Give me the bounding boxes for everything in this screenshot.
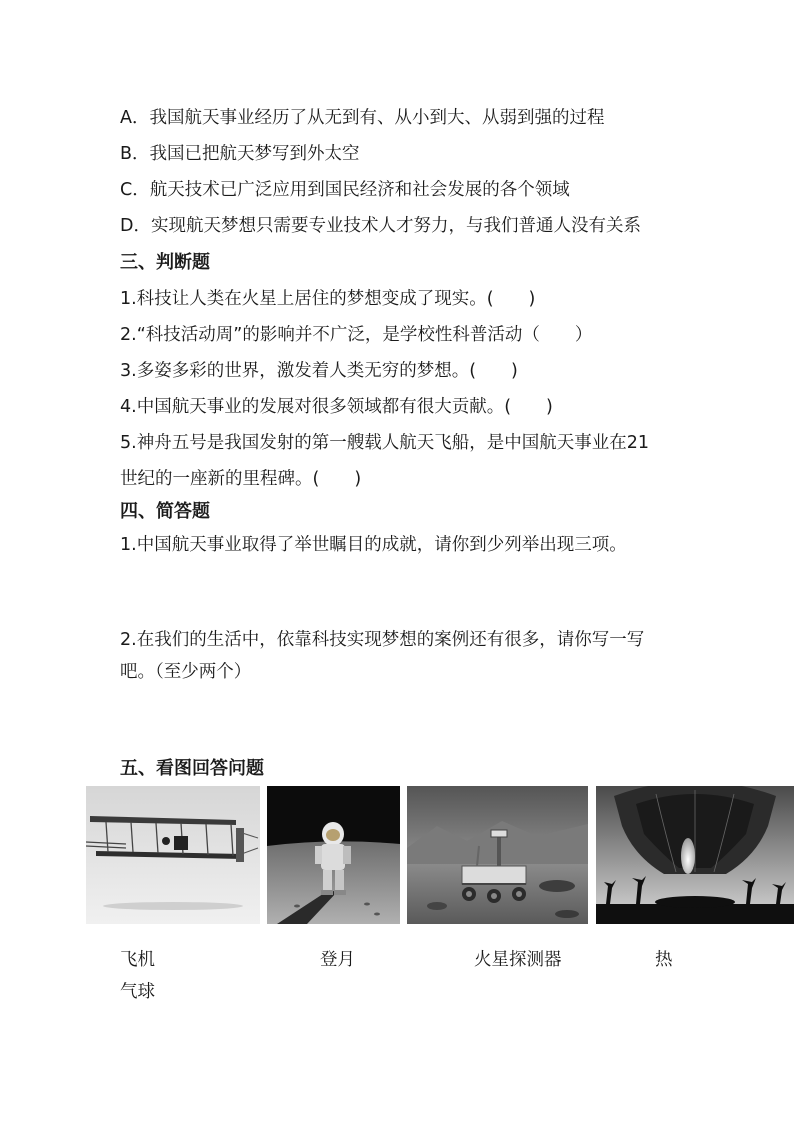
caption-balloon-part1: 热 xyxy=(655,950,673,970)
short-answer-2: 2.在我们的生活中，依靠科技实现梦想的案例还有很多，请你写一写 xyxy=(120,630,645,650)
hot-air-balloon-icon xyxy=(596,786,794,924)
section-4-title: 四、简答题 xyxy=(120,501,210,522)
judge-item-2: 2.“科技活动周”的影响并不广泛，是学校性科普活动（ ） xyxy=(120,325,593,345)
short-answer-2-cont: 吧。（至少两个） xyxy=(120,662,252,682)
option-b: B．我国已把航天梦写到外太空 xyxy=(120,144,360,164)
section-3-title: 三、判断题 xyxy=(120,252,210,273)
airplane-icon xyxy=(86,786,260,924)
caption-plane: 飞机 xyxy=(120,950,155,970)
short-answer-1: 1.中国航天事业取得了举世瞩目的成就，请你到少列举出现三项。 xyxy=(120,535,627,555)
caption-balloon-part2: 气球 xyxy=(120,982,155,1002)
judge-item-4: 4.中国航天事业的发展对很多领域都有很大贡献。( ) xyxy=(120,397,553,417)
mars-rover-image xyxy=(407,786,588,924)
moon-landing-image xyxy=(267,786,400,924)
astronaut-icon xyxy=(267,786,400,924)
option-d: D．实现航天梦想只需要专业技术人才努力，与我们普通人没有关系 xyxy=(120,216,641,236)
section-5-title: 五、看图回答问题 xyxy=(120,758,264,779)
judge-item-1: 1.科技让人类在火星上居住的梦想变成了现实。( ) xyxy=(120,289,536,309)
caption-moon: 登月 xyxy=(320,950,355,970)
judge-item-5-cont: 世纪的一座新的里程碑。( ) xyxy=(120,469,362,489)
mars-rover-icon xyxy=(407,786,588,924)
option-a: A．我国航天事业经历了从无到有、从小到大、从弱到强的过程 xyxy=(120,108,605,128)
judge-item-3: 3.多姿多彩的世界，激发着人类无穷的梦想。( ) xyxy=(120,361,518,381)
airplane-image xyxy=(86,786,260,924)
option-c: C．航天技术已广泛应用到国民经济和社会发展的各个领域 xyxy=(120,180,570,200)
hot-air-balloon-image xyxy=(596,786,794,924)
judge-item-5: 5.神舟五号是我国发射的第一艘载人航天飞船，是中国航天事业在21 xyxy=(120,433,649,453)
caption-mars-rover: 火星探测器 xyxy=(474,950,562,970)
